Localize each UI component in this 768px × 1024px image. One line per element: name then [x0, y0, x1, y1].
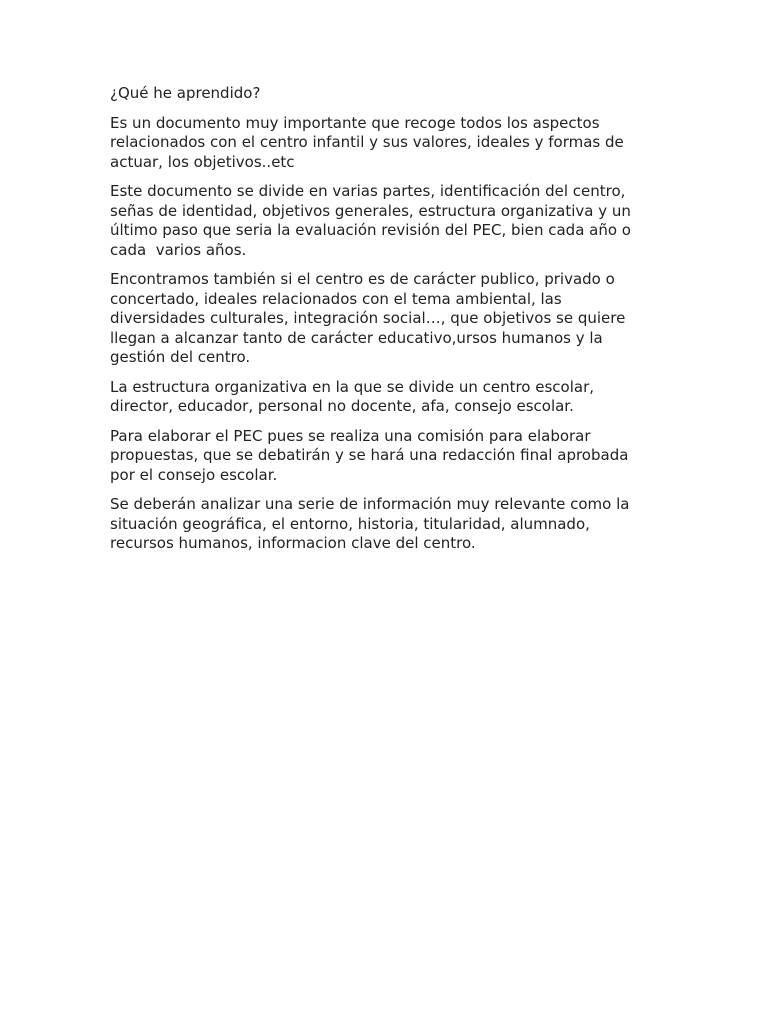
paragraph-3: Encontramos también si el centro es de carácter publico, privado o concertado, ideales relacionados con el tema ambiental, las diversidades culturales, integración social…, que objetivos se quiere llegan a alcanzar tanto de carácter educativo,ursos humanos y la gestión del centro. [110, 270, 631, 366]
paragraph-4: La estructura organizativa en la que se divide un centro escolar, director, educador, personal no docente, afa, consejo escolar. [110, 377, 599, 415]
document-title: ¿Qué he aprendido? [110, 84, 261, 102]
paragraph-2: Este documento se divide en varias partes, identificación del centro, señas de identidad, objetivos generales, estructura organizativa y un último paso que seria la evaluación revisión del PEC, bien cada año o cada varios años. [110, 182, 636, 259]
paragraph-6: Se deberán analizar una serie de información muy relevante como la situación geográfica, el entorno, historia, titularidad, alumnado, recursos humanos, informacion clave del centro. [110, 495, 635, 552]
document-page [110, 84, 658, 564]
paragraph-1: Es un documento muy importante que recoge todos los aspectos relacionados con el centro infantil y sus valores, ideales y formas de actuar, los objetivos..etc [110, 113, 629, 171]
paragraph-5: Para elaborar el PEC pues se realiza una comisión para elaborar propuestas, que se debatirán y se hará una redacción final aprobada por el consejo escolar. [110, 426, 634, 484]
